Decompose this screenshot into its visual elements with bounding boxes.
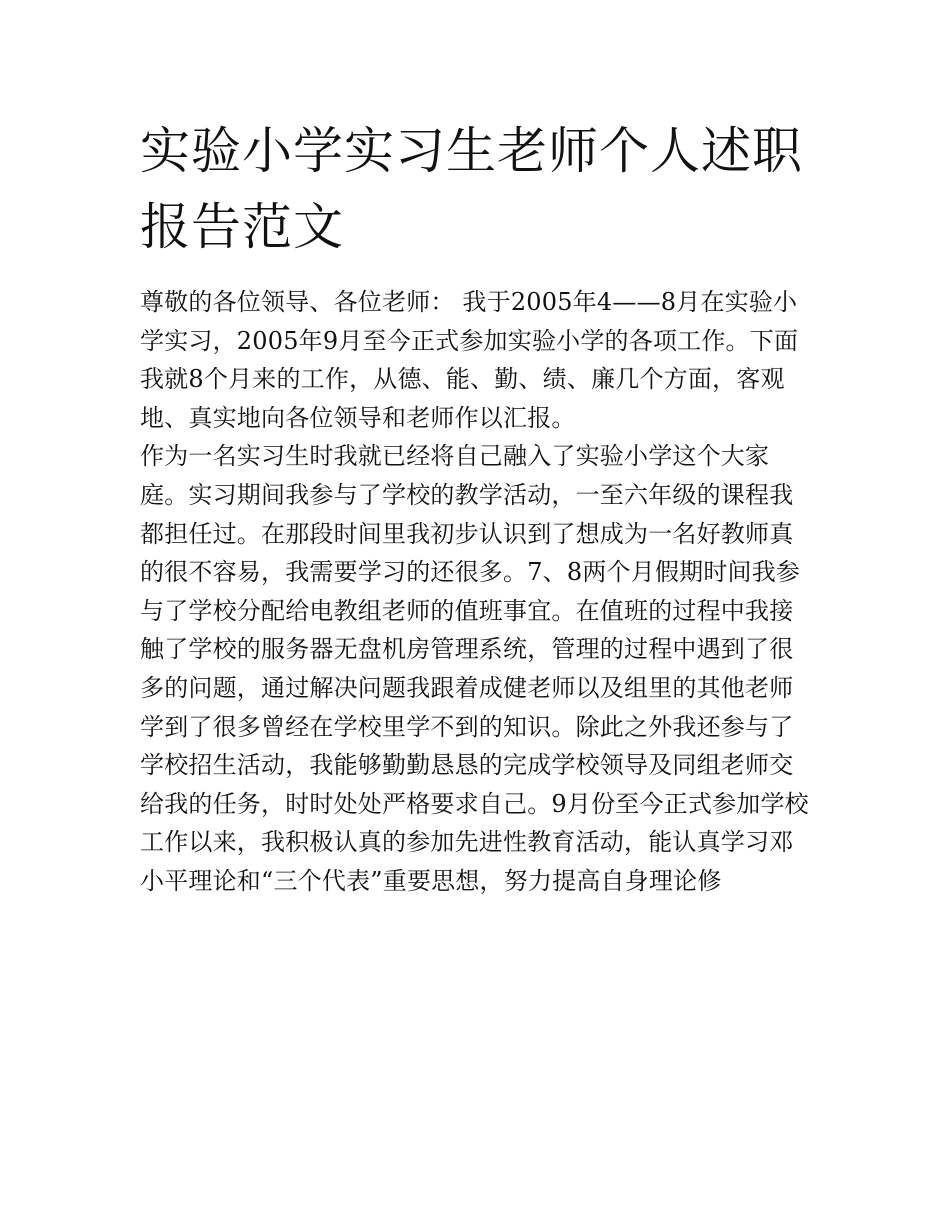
paragraph-intro: 尊敬的各位领导、各位老师： 我于2005年4——8月在实验小学实习，2005年9月至今正式参加实验小学的各项工作。下面我就8个月来的工作，从德、能、勤、绩、廉几个方面，客观地、真实地向各位领导和老师作以汇报。 bbox=[140, 288, 799, 432]
document-page bbox=[140, 113, 812, 901]
paragraph-internship: 作为一名实习生时我就已经将自己融入了实验小学这个大家庭。实习期间我参与了学校的教学活动，一至六年级的课程我都担任过。在那段时间里我初步认识到了想成为一名好教师真的很不容易，我需要学习的还很多。7、8两个月假期时间我参与了学校分配给电教组老师的值班事宜。在值班的过程中我接触了学校的服务器无盘机房管理系统，管理的过程中遇到了很多的问题，通过解决问题我跟着成健老师以及组里的其他老师学到了很多曾经在学校里学不到的知识。除此之外我还参与了学校招生活动，我能够勤勤恳恳的完成学校领导及同组老师交给我的任务，时时处处严格要求自己。9月份至今正式参加学校工作以来，我积极认真的参加先进性教育活动，能认真学习邓小平理论和“三个代表”重要思想，努力提高自身理论修 bbox=[140, 442, 809, 895]
document-title: 实验小学实习生老师个人述职报告范文 bbox=[140, 122, 803, 256]
